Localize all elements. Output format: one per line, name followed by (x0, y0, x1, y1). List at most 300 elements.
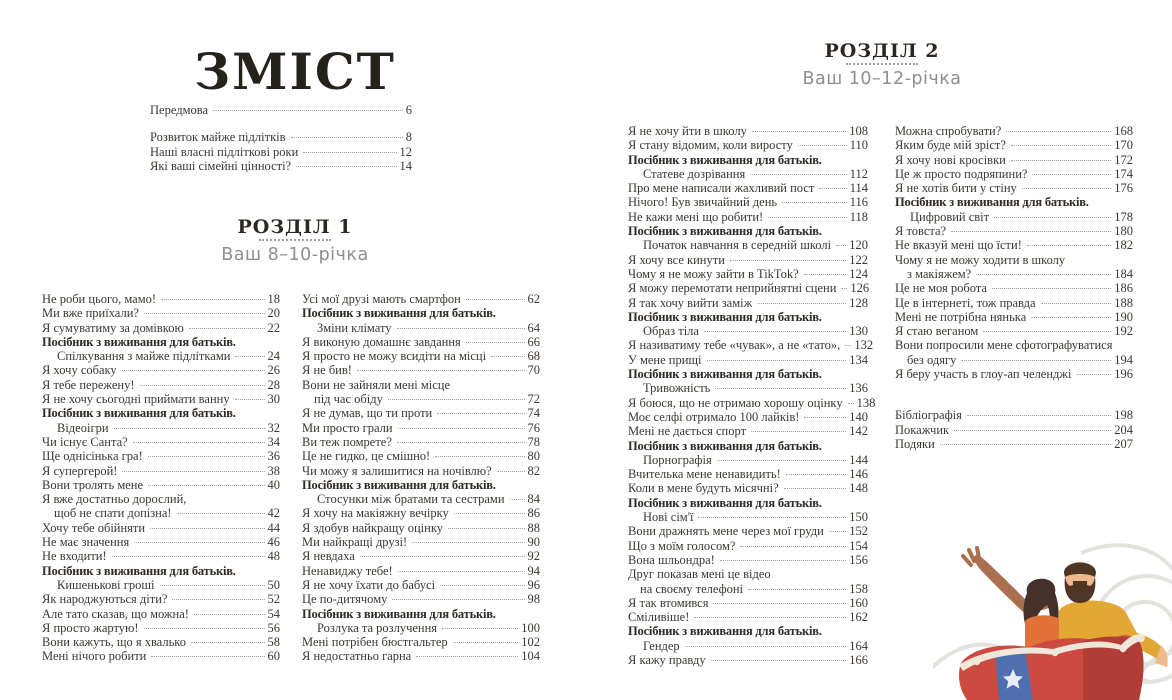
toc-entry (895, 153, 1133, 167)
toc-entry-label: під час обіду (314, 392, 383, 407)
dot-leader (466, 299, 525, 300)
toc-page-number: 168 (1114, 124, 1133, 138)
dot-leader (397, 442, 525, 443)
toc-entry-label: Усі мої друзі мають смартфон (302, 292, 461, 306)
dot-leader (685, 646, 847, 647)
toc-entry (302, 292, 540, 306)
toc-entry-label: Наші власні підліткові роки (150, 144, 299, 159)
toc-entry (302, 349, 540, 363)
toc-entry (895, 367, 1133, 381)
dot-leader (954, 430, 1111, 431)
dot-leader (189, 328, 265, 329)
toc-entry-label: Моє селфі отримало 100 лайків! (628, 409, 800, 424)
toc-entry-label: Ми найкращі друзі! (302, 535, 408, 550)
toc-entry (628, 296, 868, 310)
toc-entry (150, 130, 412, 144)
toc-entry (628, 582, 868, 596)
toc-entry (628, 524, 868, 538)
toc-entry (302, 635, 540, 649)
dot-leader (715, 388, 846, 389)
toc-column-4 (895, 124, 1133, 451)
toc-entry-label: Я сумуватиму за домівкою (42, 320, 184, 335)
dot-leader (172, 599, 264, 600)
toc-entry-label: Я стаю веганом (895, 324, 979, 339)
dot-leader (784, 488, 847, 489)
toc-entry-label: Друг показав мені це відео (628, 567, 771, 582)
toc-entry-label: У мене прищі (628, 352, 702, 367)
toc-entry-label: Я недостатньо гарна (302, 649, 412, 664)
toc-page-number: 112 (849, 166, 868, 181)
toc-page-number: 132 (854, 338, 874, 353)
toc-entry (42, 521, 280, 535)
toc-page-number: 96 (527, 577, 540, 592)
toc-section-header (302, 607, 540, 621)
toc-entry-label: Я не хотів бити у стіну (895, 181, 1017, 196)
toc-page-number: 144 (849, 452, 868, 467)
dot-leader (160, 585, 265, 586)
toc-entry (302, 549, 540, 563)
dot-leader (291, 137, 403, 138)
toc-section-header (628, 367, 868, 381)
dot-leader (412, 542, 524, 543)
toc-entry-label: Посібник з виживання для батьків. (628, 309, 822, 324)
toc-page-number: 56 (267, 620, 280, 635)
toc-entry (628, 395, 876, 410)
toc-entry (302, 321, 540, 335)
toc-entry (42, 506, 280, 520)
section-heading-1 (170, 216, 420, 265)
toc-page-number: 34 (267, 434, 280, 449)
toc-entry-label: Спілкування з майже підлітками (57, 349, 231, 364)
toc-section-header (628, 496, 868, 510)
toc-entry (302, 578, 540, 592)
dot-leader (440, 585, 524, 586)
dot-leader (976, 274, 1111, 275)
toc-page-number: 170 (1114, 138, 1133, 153)
toc-entry-label: Посібник з виживання для батьків. (628, 224, 822, 239)
toc-page-number: 178 (1114, 209, 1133, 224)
dot-leader (510, 499, 525, 500)
toc-entry-label: Відеоігри (57, 420, 109, 435)
toc-entry-label: Статеве дозрівання (643, 166, 746, 181)
toc-column-1 (42, 292, 280, 664)
dot-leader (448, 528, 525, 529)
toc-page-number: 76 (527, 420, 540, 435)
toc-entry-label: Це не гидко, це смішно! (302, 449, 431, 464)
toc-page-number: 50 (267, 577, 280, 592)
toc-page-number: 46 (267, 535, 280, 550)
toc-entry-label: Посібник з виживання для батьків. (628, 367, 822, 382)
dot-leader (177, 513, 265, 514)
dot-leader (994, 217, 1111, 218)
toc-page-number: 92 (527, 549, 540, 564)
toc-page-number: 68 (527, 349, 540, 364)
toc-entry (628, 510, 868, 524)
section-title-2: РОЗДІЛ 2 (824, 40, 940, 62)
dot-leader (707, 360, 847, 361)
toc-entry (628, 281, 868, 295)
toc-entry (895, 181, 1133, 195)
toc-page-number: 64 (527, 320, 540, 335)
toc-entry-label: Ще однісінька гра! (42, 449, 143, 464)
toc-page-number: 20 (267, 306, 280, 321)
toc-page-number: 44 (267, 520, 280, 535)
toc-entry-label: Ми вже приїхали? (42, 306, 139, 321)
toc-entry (42, 378, 280, 392)
toc-entry (628, 424, 868, 438)
section-subtitle-1: Ваш 8–10-річка (221, 245, 369, 265)
toc-entry (302, 535, 540, 549)
dot-leader (144, 313, 265, 314)
toc-entry (42, 635, 280, 649)
toc-entry (42, 592, 280, 606)
toc-page-number: 172 (1114, 152, 1133, 167)
toc-entry (42, 449, 280, 463)
toc-entry (628, 596, 868, 610)
toc-entry-label: Порнографія (643, 452, 712, 467)
toc-entry-label: Посібник з виживання для батьків. (628, 624, 822, 639)
toc-page-number: 158 (849, 581, 868, 596)
toc-page-number: 52 (267, 592, 280, 607)
toc-entry-label: щоб не спати допізна! (54, 506, 172, 521)
dot-leader (804, 274, 847, 275)
rollercoaster-illustration (933, 541, 1172, 700)
dot-leader (967, 415, 1111, 416)
toc-entry (895, 224, 1133, 238)
dot-leader (435, 456, 524, 457)
toc-page-number: 146 (849, 467, 868, 482)
toc-entry-label: Я виконую домашнє завдання (302, 334, 461, 349)
toc-entry (895, 124, 1133, 138)
toc-page-number: 100 (521, 620, 540, 635)
toc-entry (628, 138, 868, 152)
section-title-1: РОЗДІЛ 1 (237, 216, 353, 238)
dot-leader (782, 202, 847, 203)
toc-entry-label: Я товста? (895, 224, 947, 239)
toc-page-number: 192 (1114, 324, 1133, 339)
toc-entry-label: Це ж просто подряпини? (895, 166, 1028, 181)
toc-entry (42, 464, 280, 478)
toc-entry (42, 578, 280, 592)
toc-entry (628, 639, 868, 653)
dot-leader (357, 370, 525, 371)
dot-leader (151, 656, 264, 657)
toc-page-number: 120 (849, 238, 868, 253)
toc-entry-label: Я не думав, що ти проти (302, 406, 433, 421)
toc-page-number: 98 (527, 592, 540, 607)
dot-leader (388, 399, 525, 400)
toc-entry-label: Подяки (895, 436, 935, 451)
toc-column-3 (628, 124, 876, 667)
dot-leader (416, 656, 518, 657)
toc-entry (150, 159, 412, 173)
toc-entry-label: Я беру участь в глоу-ап челенджі (895, 367, 1072, 382)
toc-entry-label: Кишенькові гроші (57, 577, 155, 592)
toc-entry-label: Мені не потрібна нянька (895, 309, 1027, 324)
toc-entry (628, 381, 868, 395)
toc-entry-label: Це не моя робота (895, 281, 987, 296)
toc-entry (302, 649, 540, 663)
toc-page-number: 80 (527, 449, 540, 464)
toc-entry-label: Посібник з виживання для батьків. (42, 406, 236, 421)
toc-entry-label: Посібник з виживання для батьків. (302, 306, 496, 321)
toc-entry-label: Я просто жартую! (42, 620, 139, 635)
dot-leader (392, 599, 524, 600)
toc-page-number: 110 (849, 138, 868, 153)
toc-entry-label: Вони кажуть, що я хвалько (42, 635, 186, 650)
toc-entry (42, 421, 280, 435)
toc-entry (42, 363, 280, 377)
toc-entry (895, 267, 1133, 281)
dot-leader (213, 110, 403, 111)
toc-page-number: 48 (267, 549, 280, 564)
toc-page-number: 164 (849, 638, 868, 653)
toc-entry-label: Мені не дається спорт (628, 424, 747, 439)
toc-entry (302, 592, 540, 606)
toc-entry (302, 564, 540, 578)
toc-entry-label: Не вказуй мені що їсти! (895, 238, 1022, 253)
toc-entry (42, 535, 280, 549)
dot-leader (1077, 374, 1112, 375)
toc-entry (628, 467, 868, 481)
toc-page-number: 154 (849, 538, 868, 553)
toc-page-number: 116 (849, 195, 868, 210)
toc-entry-label: Посібник з виживання для батьків. (42, 334, 236, 349)
dot-leader (133, 442, 265, 443)
dot-leader (940, 444, 1111, 445)
toc-entry-label: без одягу (907, 352, 957, 367)
toc-page-number: 14 (399, 158, 412, 173)
toc-page-number: 108 (849, 124, 868, 138)
toc-entry (42, 292, 280, 306)
toc-page-number: 94 (527, 563, 540, 578)
toc-page-number: 26 (267, 363, 280, 378)
toc-entry-label: Що з моїм голосом? (628, 538, 736, 553)
dot-leader (1041, 303, 1112, 304)
toc-page-number: 204 (1114, 422, 1133, 437)
toc-page-number: 6 (405, 103, 412, 117)
toc-entry (895, 238, 1133, 252)
toc-entry (895, 408, 1133, 422)
girl-figure (963, 548, 1067, 651)
toc-entry-label: Розлука та розлучення (317, 620, 438, 635)
toc-page-number: 18 (267, 292, 280, 306)
dot-leader (398, 428, 525, 429)
toc-section-header (628, 153, 868, 167)
toc-entry (42, 492, 280, 506)
toc-section-header (895, 195, 1133, 209)
toc-entry (302, 406, 540, 420)
toc-entry (628, 353, 868, 367)
toc-entry (302, 449, 540, 463)
toc-page-number: 88 (527, 520, 540, 535)
dot-leader (751, 431, 846, 432)
toc-gap (895, 381, 1133, 408)
toc-entry (42, 349, 280, 363)
toc-entry (895, 167, 1133, 181)
toc-entry-label: Коли в мене будуть місячні? (628, 481, 779, 496)
toc-entry-label: Про мене написали жахливий пост (628, 181, 815, 196)
toc-page-number: 182 (1114, 238, 1133, 253)
toc-entry-label: Я не хочу йти в школу (628, 124, 747, 138)
dot-leader (752, 131, 846, 132)
toc-entry (895, 324, 1133, 338)
dot-leader (757, 303, 846, 304)
dot-leader (148, 485, 264, 486)
dot-leader (114, 428, 265, 429)
toc-page-number: 198 (1114, 408, 1133, 423)
toc-entry-label: Я не хочу сьогодні приймати ванну (42, 392, 230, 407)
toc-entry (42, 607, 280, 621)
toc-page-number: 196 (1114, 367, 1133, 382)
toc-page-number: 82 (527, 463, 540, 478)
toc-entry-label: Чи існує Санта? (42, 434, 128, 449)
dot-leader (720, 560, 846, 561)
dot-leader (194, 614, 265, 615)
toc-entry (895, 281, 1133, 295)
toc-page-number: 138 (856, 395, 876, 410)
toc-page-number: 60 (267, 649, 280, 664)
toc-entry (150, 145, 412, 159)
toc-entry (302, 464, 540, 478)
toc-page-number: 150 (849, 510, 868, 525)
toc-page-number: 22 (267, 320, 280, 335)
toc-page-number: 12 (399, 144, 412, 159)
dot-leader (398, 571, 525, 572)
toc-entry-label: Початок навчання в середній школі (643, 238, 832, 253)
toc-entry-label: Я хочу все кинути (628, 252, 725, 267)
toc-entry-label: Вони дражнять мене через мої груди (628, 524, 824, 539)
dot-leader (191, 642, 265, 643)
dot-leader (1032, 174, 1111, 175)
toc-entry (628, 481, 868, 495)
toc-entry-label: Це по-дитячому (302, 592, 388, 607)
toc-entry (628, 653, 868, 667)
dot-leader (497, 471, 525, 472)
toc-page-number: 58 (267, 635, 280, 650)
toc-entry-label: з макіяжем? (907, 266, 972, 281)
toc-page-number: 104 (521, 649, 540, 664)
toc-page-number: 70 (527, 363, 540, 378)
toc-entry (302, 378, 540, 392)
toc-entry (302, 392, 540, 406)
toc-entry-label: Посібник з виживання для батьків. (628, 152, 822, 167)
toc-page-number: 8 (405, 130, 412, 145)
toc-page-number: 54 (267, 606, 280, 621)
toc-entry-label: Але тато сказав, що можна! (42, 606, 189, 621)
toc-entry (628, 453, 868, 467)
section-heading-2 (757, 40, 1007, 89)
toc-section-header (302, 306, 540, 320)
toc-section-header (628, 439, 868, 453)
toc-entry-label: Вчителька мене ненавидить! (628, 467, 781, 482)
toc-entry-label: Можна спробувати? (895, 124, 1002, 138)
toc-page-number: 78 (527, 434, 540, 449)
toc-entry (628, 181, 868, 195)
toc-page-number: 186 (1114, 281, 1133, 296)
toc-entry-label: Нові сім'ї (643, 510, 694, 525)
toc-entry-label: Цифровий світ (910, 209, 990, 224)
toc-entry (302, 335, 540, 349)
toc-entry-label: Не кажи мені що робити! (628, 209, 764, 224)
toc-entry-label: Мені потрібен бюстгальтер (302, 635, 448, 650)
page-title: ЗМІСТ (194, 42, 396, 101)
toc-page-number: 86 (527, 506, 540, 521)
toc-entry (628, 410, 868, 424)
toc-section-header (628, 310, 868, 324)
dot-leader (836, 245, 846, 246)
toc-entry (628, 210, 868, 224)
dot-leader (303, 152, 396, 153)
toc-page-number: 24 (267, 349, 280, 364)
dot-leader (442, 628, 518, 629)
toc-entry-label: Я кажу правду (628, 652, 706, 667)
toc-entry-label: Я хочу нові кросівки (895, 152, 1006, 167)
toc-entry (895, 296, 1133, 310)
toc-entry (628, 539, 868, 553)
dot-leader (454, 513, 525, 514)
dot-leader (740, 546, 846, 547)
dot-leader (296, 166, 396, 167)
toc-page-number: 102 (521, 635, 540, 650)
dot-leader (798, 145, 847, 146)
dot-leader (704, 331, 846, 332)
dot-leader (466, 342, 525, 343)
toc-entry (42, 478, 280, 492)
dot-leader (134, 542, 264, 543)
toc-entry-label: Які ваші сімейні цінності? (150, 158, 292, 173)
toc-entry (302, 506, 540, 520)
dot-leader (360, 556, 525, 557)
toc-section-header (628, 224, 868, 238)
toc-entry-label: Сміливіше! (628, 610, 690, 625)
toc-page-number: 194 (1114, 352, 1133, 367)
toc-entry-label: Вони тролять мене (42, 477, 144, 492)
dot-leader (1006, 131, 1111, 132)
toc-page-number: 136 (849, 381, 868, 396)
toc-entry (42, 621, 280, 635)
dot-leader (1011, 145, 1111, 146)
toc-entry-label: Посібник з виживання для батьків. (302, 477, 496, 492)
toc-entry-label: Я не хочу їхати до бабусі (302, 577, 436, 592)
toc-page-number: 114 (849, 181, 868, 196)
toc-entry-label: Бібліографія (895, 408, 962, 423)
toc-entry-label: Чому я не можу ходити в школу (895, 252, 1066, 267)
dot-leader (694, 617, 846, 618)
toc-entry-label: Я хочу на макіяжну вечірку (302, 506, 449, 521)
toc-page-number: 134 (849, 352, 868, 367)
dot-leader (961, 360, 1111, 361)
toc-entry-label: Розвиток майже підлітків (150, 130, 286, 145)
toc-entry-label: Нічого! Був звичайний день (628, 195, 778, 210)
dot-leader (148, 456, 265, 457)
toc-entry (628, 253, 868, 267)
dot-leader (698, 517, 846, 518)
toc-entry-label: Я хочу собаку (42, 363, 117, 378)
toc-entry-label: Я невдаха (302, 549, 355, 564)
toc-entry (895, 210, 1133, 224)
front-matter-list (150, 103, 412, 173)
toc-entry (150, 103, 412, 117)
toc-page-number: 122 (849, 252, 868, 267)
toc-entry-label: Посібник з виживання для батьків. (895, 195, 1089, 210)
toc-section-header (628, 624, 868, 638)
toc-page-number: 32 (267, 420, 280, 435)
toc-entry (302, 492, 540, 506)
toc-page-number: 130 (849, 324, 868, 339)
section-rule-1 (259, 239, 331, 241)
toc-entry (42, 321, 280, 335)
